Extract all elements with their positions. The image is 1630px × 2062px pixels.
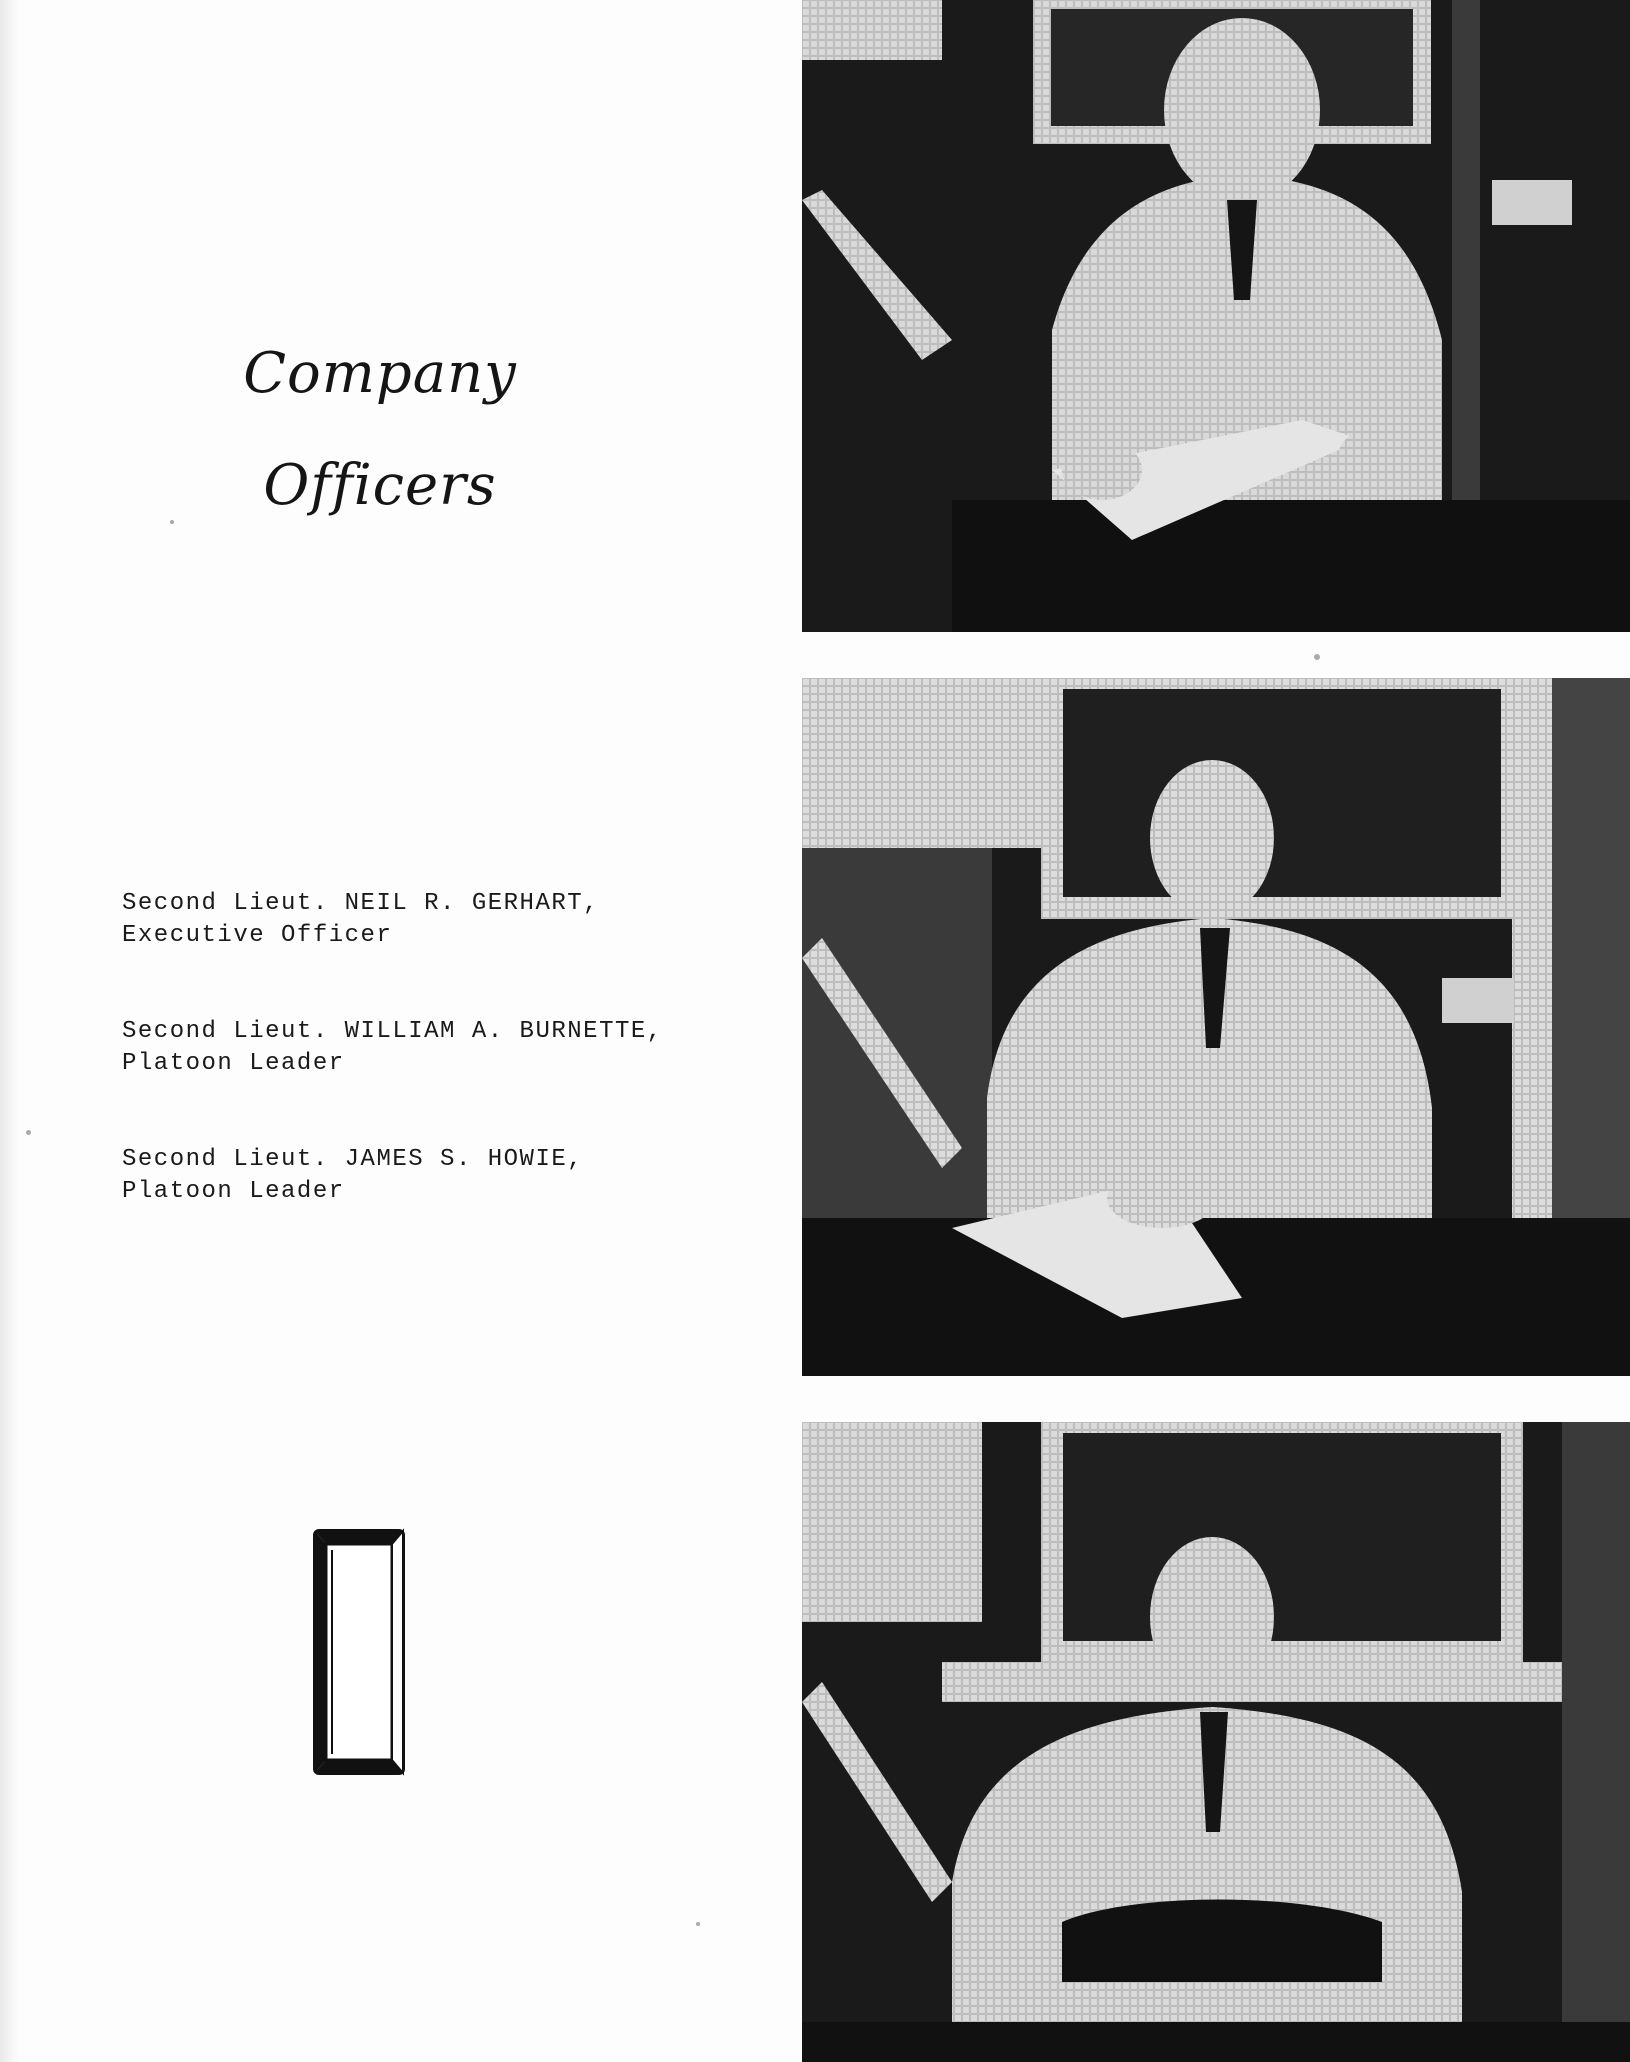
second-lieutenant-bar-icon bbox=[312, 1528, 406, 1776]
officer-caption bbox=[122, 1016, 663, 1080]
title-line-1: Company bbox=[243, 341, 517, 406]
paper-speck bbox=[1314, 654, 1320, 660]
title-line-2: Officers bbox=[263, 453, 497, 518]
paper-speck bbox=[696, 1922, 700, 1926]
officer-name: Second Lieut. WILLIAM A. BURNETTE, bbox=[122, 1018, 663, 1045]
officer-caption bbox=[122, 888, 599, 952]
officer-portrait-photo bbox=[802, 1422, 1630, 2062]
officer-role: Platoon Leader bbox=[122, 1178, 345, 1205]
officer-name: Second Lieut. NEIL R. GERHART, bbox=[122, 890, 600, 917]
officer-portrait-photo bbox=[802, 0, 1630, 632]
officer-caption bbox=[122, 1144, 583, 1208]
paper-speck bbox=[26, 1130, 31, 1135]
paper-speck bbox=[170, 520, 174, 524]
officer-portrait-photo bbox=[802, 678, 1630, 1376]
officer-role: Platoon Leader bbox=[122, 1050, 345, 1077]
page-edge-shadow bbox=[0, 0, 18, 2062]
officer-role: Executive Officer bbox=[122, 922, 393, 949]
officer-name: Second Lieut. JAMES S. HOWIE, bbox=[122, 1146, 584, 1173]
page-title bbox=[200, 318, 560, 542]
